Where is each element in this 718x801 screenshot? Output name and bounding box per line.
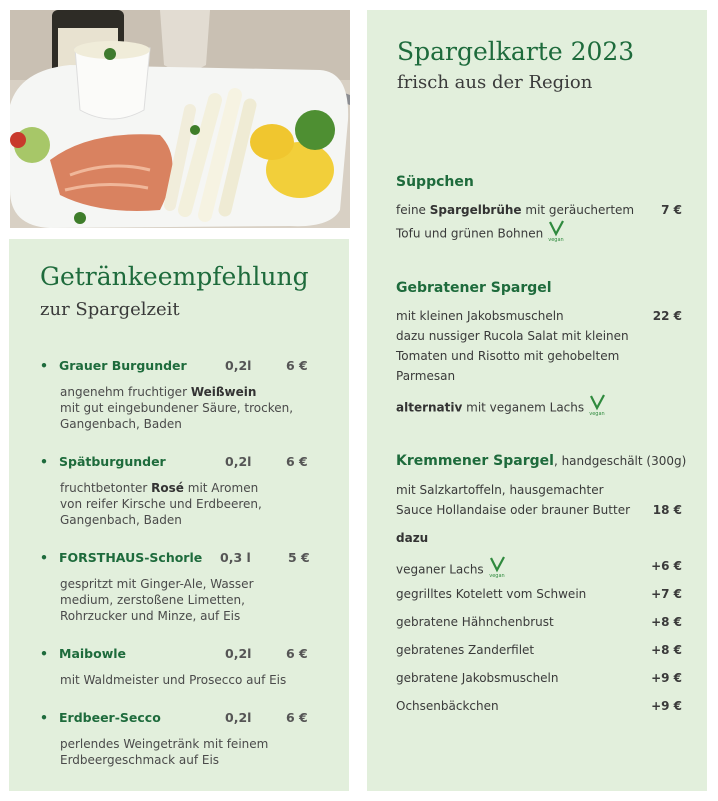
drink-name: Erdbeer-Secco — [59, 710, 161, 725]
drink-price: 6 € — [286, 358, 308, 373]
price: +8 € — [651, 643, 682, 657]
drinks-subtitle: zur Spargelzeit — [40, 299, 180, 320]
section-heading-kremmen: Kremmener Spargel, handgeschält (300g) — [396, 453, 687, 469]
drink-item — [40, 710, 330, 768]
food-illustration — [10, 10, 350, 228]
menu-title: Spargelkarte 2023 — [397, 37, 635, 66]
drink-name: Spätburgunder — [59, 454, 166, 469]
drink-name: FORSTHAUS-Schorle — [59, 550, 203, 565]
section-heading-soup: Süppchen — [396, 174, 474, 190]
section-note: , handgeschält (300g) — [553, 454, 687, 468]
drink-description: mit Waldmeister und Prosecco auf Eis — [60, 673, 287, 687]
svg-text:vegan: vegan — [548, 237, 564, 242]
section-heading-fried: Gebratener Spargel — [396, 280, 552, 296]
price: +9 € — [651, 671, 682, 685]
extra-item: gegrilltes Kotelett vom Schwein — [396, 587, 587, 601]
fried-alternative: alternativ mit veganem Lachs vegan — [396, 394, 607, 422]
extra-item: gebratenes Zanderfilet — [396, 643, 535, 657]
svg-text:vegan: vegan — [589, 411, 605, 416]
drink-volume: 0,2l — [225, 454, 252, 469]
kremmen-description: mit Salzkartoffeln, hausgemachter Sauce Hollandaise oder brauner Butter — [396, 483, 631, 517]
drink-volume: 0,2l — [225, 358, 252, 373]
bullet: • — [40, 358, 48, 373]
extra-item: Ochsenbäckchen — [396, 699, 499, 713]
fried-description: mit kleinen Jakobsmuscheln dazu nussiger Rucola Salat mit kleinen Tomaten und Risotto mit gehobeltem Parmesan — [396, 309, 629, 383]
drink-item — [40, 454, 330, 528]
soup-description: feine Spargelbrühe mit geräuchertem Tofu und grünen Bohnen vegan — [396, 200, 634, 248]
drink-description: fruchtbetonter Rosé mit Aromen von reifer Kirsche und Erdbeeren, Gangenbach, Baden — [60, 481, 262, 527]
drink-volume: 0,3 l — [220, 550, 251, 565]
price: 7 € — [661, 203, 682, 217]
menu-subtitle: frisch aus der Region — [397, 72, 593, 93]
drink-volume: 0,2l — [225, 710, 252, 725]
drink-item — [40, 550, 330, 624]
drink-volume: 0,2l — [225, 646, 252, 661]
vegan-icon — [587, 394, 607, 422]
drink-description: perlendes Weingetränk mit feinem Erdbeergeschmack auf Eis — [60, 737, 269, 767]
drink-item — [40, 358, 330, 432]
drink-description: angenehm fruchtiger Weißwein mit gut eingebundener Säure, trocken, Gangenbach, Baden — [60, 385, 294, 431]
price: +6 € — [651, 559, 682, 573]
extra-item: gebratene Hähnchenbrust — [396, 615, 554, 629]
bullet: • — [40, 710, 48, 725]
drink-price: 6 € — [286, 454, 308, 469]
extra-item: gebratene Jakobsmuscheln — [396, 671, 559, 685]
drinks-title: Getränkeempfehlung — [40, 262, 309, 291]
drink-name: Maibowle — [59, 646, 127, 661]
drink-name: Grauer Burgunder — [59, 358, 187, 373]
price: 18 € — [652, 503, 682, 517]
asparagus-dish-photo — [10, 10, 350, 228]
drink-price: 5 € — [288, 550, 310, 565]
drink-price: 6 € — [286, 710, 308, 725]
vegan-icon — [546, 220, 566, 248]
price: 22 € — [652, 309, 682, 323]
bullet: • — [40, 646, 48, 661]
extra-item: veganer Lachs vegan — [396, 556, 507, 584]
bullet: • — [40, 550, 48, 565]
price: +7 € — [651, 587, 682, 601]
price: +8 € — [651, 615, 682, 629]
drink-item — [40, 646, 330, 688]
price: +9 € — [651, 699, 682, 713]
drink-description: gespritzt mit Ginger-Ale, Wasser medium, zerstoßene Limetten, Rohrzucker und Minze, auf Eis — [60, 577, 254, 623]
dazu-label: dazu — [396, 531, 429, 545]
svg-text:vegan: vegan — [488, 573, 505, 578]
drink-price: 6 € — [286, 646, 308, 661]
vegan-icon — [487, 556, 507, 584]
bullet: • — [40, 454, 48, 469]
